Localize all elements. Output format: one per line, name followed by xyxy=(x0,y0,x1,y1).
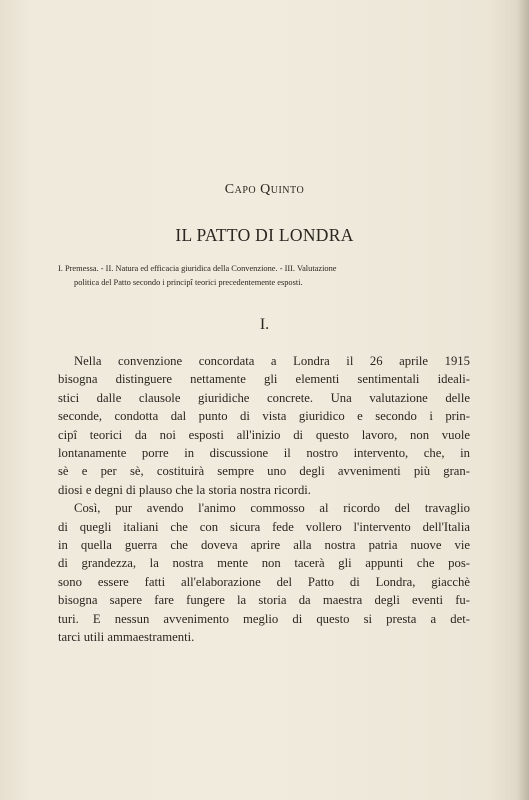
page-edge-shadow xyxy=(517,0,529,800)
text-line: sè e per sè, costituirà sempre uno degli avvenimenti più gran- xyxy=(58,464,470,479)
paragraph-1 xyxy=(58,352,470,499)
text-line: diosi e degni di plauso che la storia nostra ricordi. xyxy=(58,482,311,497)
text-line: di grandezza, la nostra mente non tacerà gli appunti che pos- xyxy=(58,556,470,571)
paragraph-2 xyxy=(58,499,470,646)
text-line: cipî teorici da noi esposti all'inizio di questo lavoro, non vuole xyxy=(58,427,470,442)
chapter-heading: Capo Quinto xyxy=(224,182,305,197)
summary-line-1: I. Premessa. - II. Natura ed efficacia giuridica della Convenzione. - III. Valutazione xyxy=(58,264,337,273)
section-number: I. xyxy=(259,316,270,333)
text-line: seconde, condotta dal punto di vista giuridico e secondo i prin- xyxy=(58,409,470,424)
text-line: turi. E nessun avvenimento meglio di questo si presta a det- xyxy=(58,611,470,626)
summary-line-2: politica del Patto secondo i principî teorici precedentemente esposti. xyxy=(74,278,303,287)
text-line: sono essere fatti all'elaborazione del Patto di Londra, giacchè xyxy=(58,574,470,589)
text-line: tarci utili ammaestramenti. xyxy=(58,630,195,645)
text-line: in quella guerra che doveva aprire alla nostra patria nuove vie xyxy=(58,538,470,553)
text-line: lontanamente porre in discussione il nostro intervento, che, in xyxy=(58,446,470,461)
text-line: stici dalle clausole giuridiche concrete. Una valutazione delle xyxy=(58,390,470,405)
text-line: bisogna sapere fare fungere la storia da maestra degli eventi fu- xyxy=(58,593,470,608)
chapter-title: IL PATTO DI LONDRA xyxy=(175,225,354,245)
text-line: bisogna distinguere nettamente gli elementi sentimentali ideali- xyxy=(58,372,470,387)
chapter-summary xyxy=(58,262,478,290)
text-line: di quegli italiani che con sicura fede vollero l'intervento dell'Italia xyxy=(58,519,470,534)
body-text xyxy=(58,352,470,647)
text-line: Nella convenzione concordata a Londra il 26 aprile 1915 xyxy=(74,354,470,368)
text-line: Così, pur avendo l'animo commosso al ricordo del travaglio xyxy=(74,501,470,516)
